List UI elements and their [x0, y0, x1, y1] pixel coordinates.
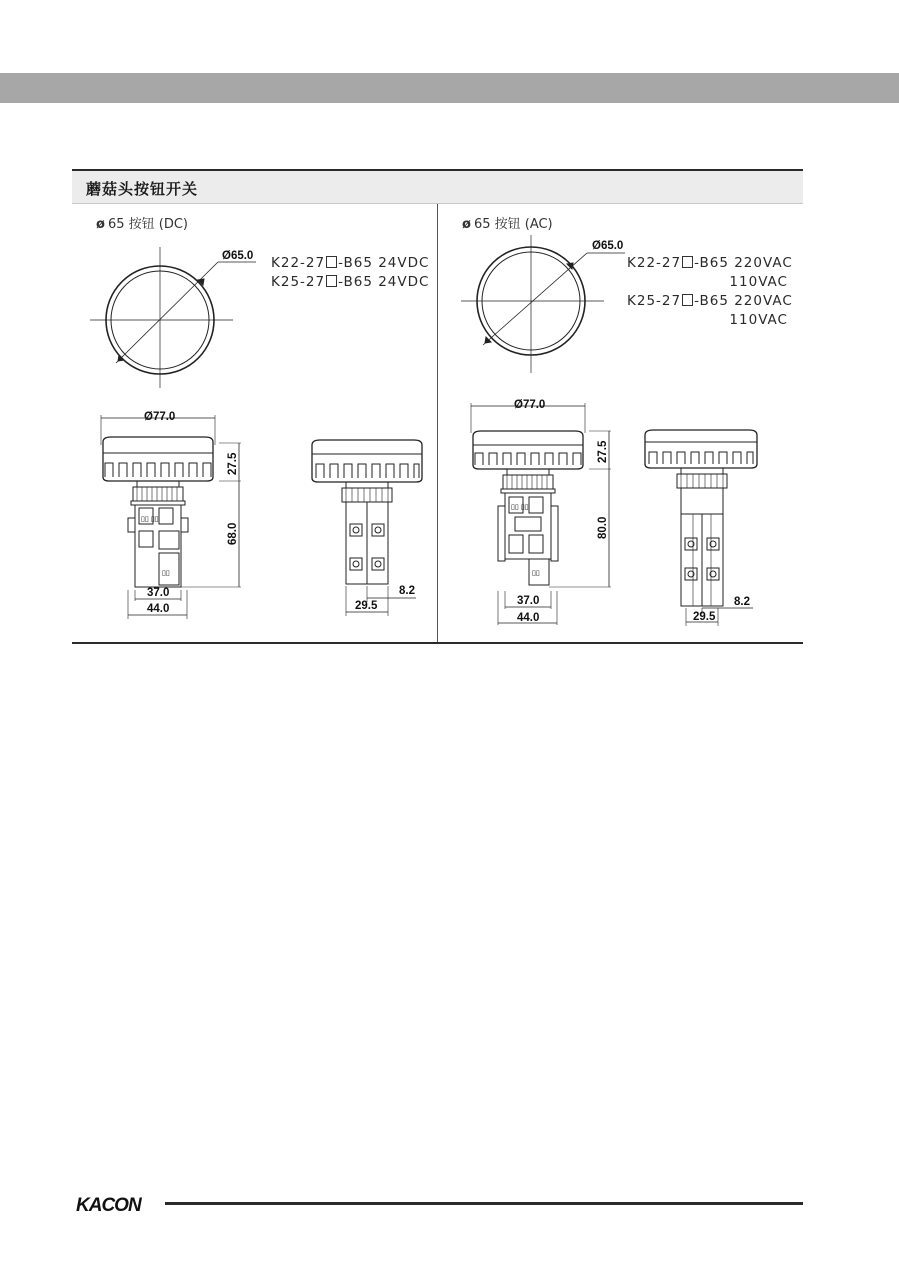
ac-top-view-drawing [459, 233, 624, 378]
dc-side-view-drawing [306, 440, 426, 620]
column-divider [437, 204, 438, 642]
ac-model-1: K22-27 -B65 220VAC [627, 255, 793, 271]
ac-cap-height-dim: 27.5 [597, 440, 609, 463]
option-box-icon [682, 256, 693, 268]
dc-offset-dim: 8.2 [399, 585, 415, 597]
ac-front-view-drawing [465, 393, 625, 628]
dc-cap-height-dim: 27.5 [227, 452, 239, 475]
ac-offset-dim: 8.2 [734, 596, 750, 608]
ac-model-2-alt: 110VAC [729, 312, 788, 328]
dc-model-2: K25-27 -B65 24VDC [271, 274, 430, 290]
dc-subtitle: ø 65 按钮 (DC) [96, 217, 188, 232]
ac-cap-diameter-dim: Ø77.0 [514, 399, 546, 411]
ac-model-2: K25-27 -B65 220VAC [627, 293, 793, 309]
section-header [72, 171, 803, 204]
ac-model-1-alt: 110VAC [729, 274, 788, 290]
ac-inner-width-dim: 37.0 [517, 595, 540, 607]
section-title: 蘑菇头按钮开关 [86, 180, 199, 198]
ac-side-view-drawing [641, 430, 761, 628]
brand-logo-text: KACON [76, 1195, 141, 1216]
top-gray-bar [0, 73, 899, 103]
ac-body-height-dim: 80.0 [597, 516, 609, 539]
dc-top-view-drawing [88, 245, 254, 390]
kacon-logo [74, 1192, 150, 1216]
svg-text:▯▯ ▯▯: ▯▯ ▯▯ [141, 515, 159, 523]
ac-top-diameter-label: Ø65.0 [592, 240, 624, 252]
option-box-icon [326, 275, 337, 287]
ac-outer-width-dim: 44.0 [517, 612, 540, 624]
section-bottom-rule [72, 642, 803, 644]
ac-subtitle: ø 65 按钮 (AC) [462, 217, 553, 232]
dc-top-diameter-label: Ø65.0 [222, 250, 254, 262]
svg-text:▯▯: ▯▯ [162, 569, 170, 577]
dc-model-1: K22-27 -B65 24VDC [271, 255, 430, 271]
diameter-symbol: ø [462, 217, 471, 232]
option-box-icon [682, 294, 693, 306]
option-box-icon [326, 256, 337, 268]
footer-rule [165, 1202, 803, 1205]
dc-cap-diameter-dim: Ø77.0 [144, 411, 176, 423]
ac-side-width-dim: 29.5 [693, 611, 716, 623]
dc-side-width-dim: 29.5 [355, 600, 378, 612]
svg-text:▯▯: ▯▯ [532, 569, 540, 577]
dc-outer-width-dim: 44.0 [147, 603, 170, 615]
dc-body-height-dim: 68.0 [227, 522, 239, 545]
svg-text:▯▯ ▯▯: ▯▯ ▯▯ [511, 503, 529, 511]
dc-inner-width-dim: 37.0 [147, 587, 170, 599]
dc-front-view-drawing [95, 405, 255, 620]
diameter-symbol: ø [96, 217, 105, 232]
